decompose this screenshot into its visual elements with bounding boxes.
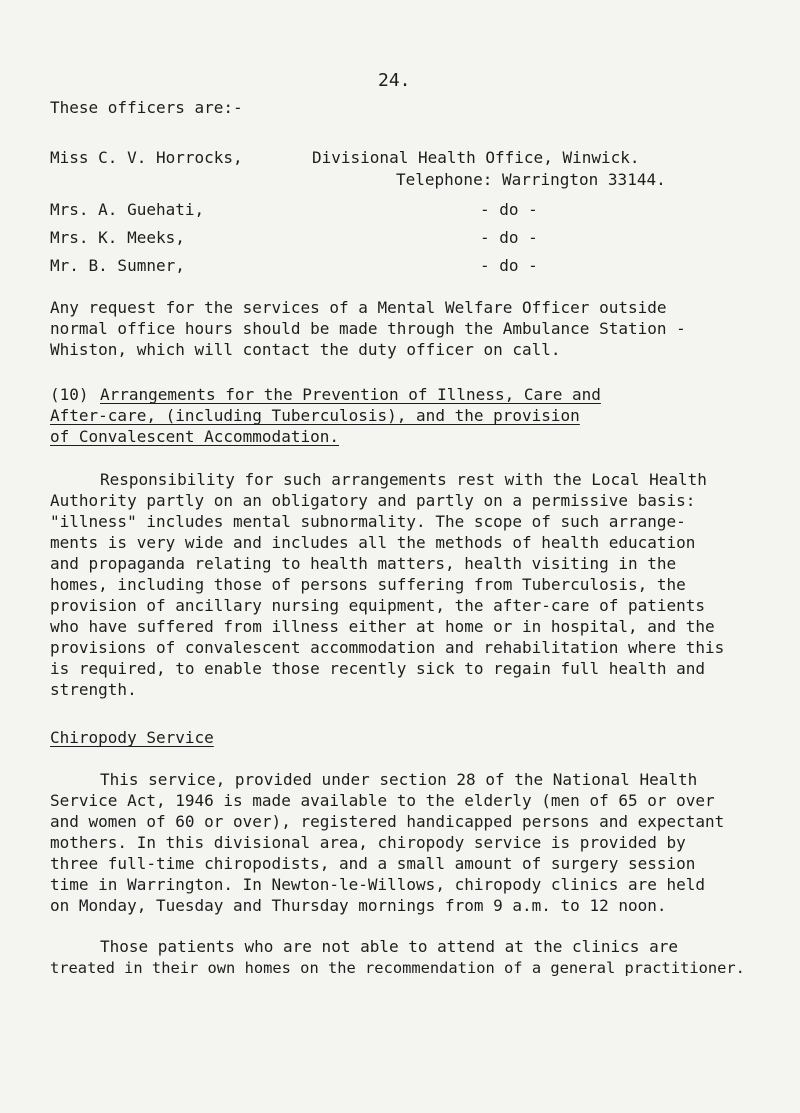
page-number: 24. — [378, 70, 411, 91]
section-heading-line: of Convalescent Accommodation. — [50, 427, 339, 446]
intro-line: These officers are:- — [50, 98, 243, 117]
officer-name: Mrs. K. Meeks, — [50, 228, 185, 247]
section-paragraph-line: strength. — [50, 680, 137, 699]
officer-ditto: - do - — [480, 200, 538, 219]
officer-office: Divisional Health Office, Winwick. — [312, 148, 640, 167]
request-paragraph-line: Any request for the services of a Mental Welfare Officer outside — [50, 298, 667, 317]
section-paragraph-line: provision of ancillary nursing equipment, the after-care of patients — [50, 596, 706, 615]
request-paragraph-line: normal office hours should be made through the Ambulance Station - — [50, 319, 686, 338]
request-paragraph-line: Whiston, which will contact the duty officer on call. — [50, 340, 561, 359]
officer-ditto: - do - — [480, 256, 538, 275]
chiropody-paragraph-line: and women of 60 or over), registered handicapped persons and expectant — [50, 812, 725, 831]
officer-name: Mrs. A. Guehati, — [50, 200, 205, 219]
chiropody-paragraph-line: on Monday, Tuesday and Thursday mornings from 9 a.m. to 12 noon. — [50, 896, 667, 915]
section-paragraph-line: is required, to enable those recently sick to regain full health and — [50, 659, 706, 678]
chiropody-paragraph-line: time in Warrington. In Newton-le-Willows, chiropody clinics are held — [50, 875, 706, 894]
officer-name: Miss C. V. Horrocks, — [50, 148, 243, 167]
section-number: (10) — [50, 385, 89, 404]
chiropody-paragraph-line: three full-time chiropodists, and a small amount of surgery session — [50, 854, 696, 873]
section-paragraph-line: "illness" includes mental subnormality. The scope of such arrange- — [50, 512, 686, 531]
officer-telephone: Telephone: Warrington 33144. — [396, 170, 666, 189]
section-paragraph-line: provisions of convalescent accommodation and rehabilitation where this — [50, 638, 725, 657]
section-paragraph-line: and propaganda relating to health matters, health visiting in the — [50, 554, 677, 573]
chiropody-paragraph-line: This service, provided under section 28 of the National Health — [100, 770, 698, 789]
officer-ditto: - do - — [480, 228, 538, 247]
chiropody-paragraph-line: treated in their own homes on the recommendation of a general practitioner. — [50, 959, 745, 977]
section-paragraph-line: who have suffered from illness either at home or in hospital, and the — [50, 617, 715, 636]
section-paragraph-line: Authority partly on an obligatory and partly on a permissive basis: — [50, 491, 696, 510]
chiropody-paragraph-line: Those patients who are not able to attend at the clinics are — [100, 937, 678, 956]
chiropody-heading: Chiropody Service — [50, 728, 214, 747]
section-heading-line: Arrangements for the Prevention of Illness, Care and — [100, 385, 601, 404]
officer-name: Mr. B. Sumner, — [50, 256, 185, 275]
chiropody-paragraph-line: mothers. In this divisional area, chiropody service is provided by — [50, 833, 686, 852]
section-paragraph-line: Responsibility for such arrangements rest with the Local Health — [100, 470, 707, 489]
chiropody-paragraph-line: Service Act, 1946 is made available to the elderly (men of 65 or over — [50, 791, 715, 810]
section-heading-line: After-care, (including Tuberculosis), and the provision — [50, 406, 580, 425]
section-paragraph-line: homes, including those of persons suffering from Tuberculosis, the — [50, 575, 686, 594]
section-paragraph-line: ments is very wide and includes all the methods of health education — [50, 533, 696, 552]
